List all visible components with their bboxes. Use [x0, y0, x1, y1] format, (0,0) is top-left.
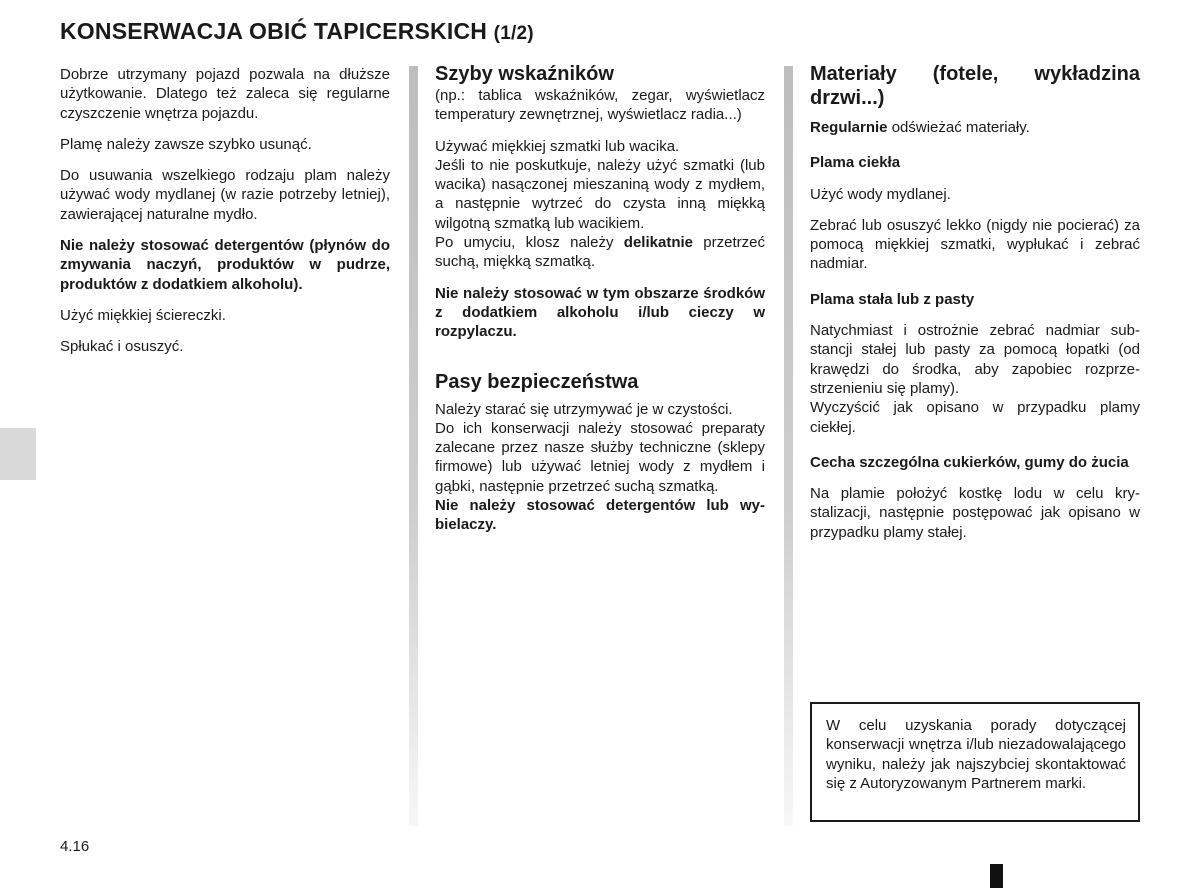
column-divider-1	[409, 66, 418, 826]
page-title-text: KONSERWACJA OBIĆ TAPICERSKICH	[60, 18, 488, 44]
szyby-line-c1: Po umyciu, klosz należy	[435, 234, 624, 252]
chapter-tab	[0, 428, 36, 480]
advice-note-box	[810, 702, 1140, 822]
szyby-warning: Nie należy stosować w tym obszarze środków z dodatkiem alkoholu i/lub cieczy w rozpylaczu.	[435, 284, 765, 341]
materialy-rest: odświeżać materiały.	[887, 119, 1030, 136]
pasy-instructions	[435, 400, 765, 535]
heading-cukierki: Cecha szczególna cukierków, gumy do żucia	[810, 453, 1129, 471]
advice-note-text: W celu uzyskania porady dotyczącej konserwacji wnętrza i/lub niezadowalającego wyniku, należy jak najszybciej skontaktować się z Autoryzowanym Partnerem marki.	[826, 717, 1126, 792]
stala-line-b: Wyczyścić jak opisano w przypadku plamy ciekłej.	[810, 399, 1140, 436]
stala-paragraph	[810, 321, 1140, 437]
heading-materialy: Materiały (fotele, wykładzina drzwi...)	[810, 63, 1140, 109]
szyby-line-a: Używać miękkiej szmatki lub wacika.	[435, 137, 680, 155]
szyby-instructions	[435, 137, 765, 272]
ciekla-paragraph-1: Użyć wody mydlanej.	[810, 185, 951, 203]
szyby-line-c-bold: delikatnie	[623, 234, 693, 252]
middle-column	[435, 62, 765, 547]
intro-paragraph-6: Spłukać i osuszyć.	[60, 338, 184, 356]
intro-column	[60, 65, 390, 369]
heading-plama-stala: Plama stała lub z pasty	[810, 290, 975, 308]
intro-paragraph-1: Dobrze utrzymany pojazd pozwala na dłuższe użytkowanie. Dlatego też zaleca się regularne czyszczenie wnętrza pojazdu.	[60, 66, 390, 122]
materialy-bold: Regularnie	[810, 119, 888, 136]
intro-paragraph-3: Do usuwania wszelkiego rodzaju plam należy używać wody mydlanej (w razie potrzeby letniej), zawierającej naturalne mydło.	[60, 167, 390, 223]
page-title	[60, 18, 534, 45]
intro-paragraph-2: Plamę należy zawsze szybko usunąć.	[60, 135, 312, 153]
page-title-part: (1/2)	[493, 23, 534, 44]
szyby-line-b: Jeśli to nie poskutkuje, należy użyć szmatki (lub wacika) nasączonej mieszaniną wody z mydłem, a następnie wytrzeć do czysta inną miękką wilgotną szmatką lub wacikiem.	[435, 156, 765, 232]
materialy-paragraph	[810, 118, 1140, 137]
heading-pasy: Pasy bezpieczeństwa	[435, 370, 639, 393]
page-number: 4.16	[60, 838, 90, 855]
pasy-line-a: Należy starać się utrzymywać je w czystości.	[435, 400, 733, 418]
cukierki-paragraph: Na plamie położyć kostkę lodu w celu krystalizacji, następnie postępować jak opisano w przypadku plamy stałej.	[810, 485, 1140, 541]
stala-line-a: Natychmiast i ostrożnie zebrać nadmiar substancji stałej lub pasty za pomocą łopatki (od krawędzi do środka, aby zapobiec rozprzestrzenieniu się plamy).	[810, 322, 1140, 397]
szyby-subtitle: (np.: tablica wskaźników, zegar, wyświetlacz temperatury zewnętrznej, wyświetlacz radia...)	[435, 87, 765, 124]
heading-plama-ciekla: Plama ciekła	[810, 154, 901, 172]
page-corner-marker	[990, 864, 1003, 888]
heading-szyby: Szyby wskaźników	[435, 63, 614, 85]
szyby-line-c2: przetrzeć suchą, miękką szmatką.	[435, 234, 765, 271]
right-column	[810, 62, 1140, 554]
pasy-line-b: Do ich konserwacji należy stosować preparaty zalecane przez nasze służby techniczne (sklepy firmowe) lub używać letniej wody z mydłem i gąbki, następnie przetrzeć suchą szmatką.	[435, 419, 765, 495]
detergent-warning: Nie należy stosować detergentów (płynów do zmywania naczyń, produktów w pudrze, produktów z dodatkiem alkoholu).	[60, 237, 390, 293]
column-divider-2	[784, 66, 793, 826]
ciekla-paragraph-2: Zebrać lub osuszyć lekko (nigdy nie pocierać) za pomocą miękkiej szmatki, wypłukać i zebrać nadmiar.	[810, 216, 1140, 273]
intro-paragraph-5: Użyć miękkiej ściereczki.	[60, 306, 226, 324]
pasy-warning: Nie należy stosować detergentów lub wybielaczy.	[435, 497, 765, 534]
